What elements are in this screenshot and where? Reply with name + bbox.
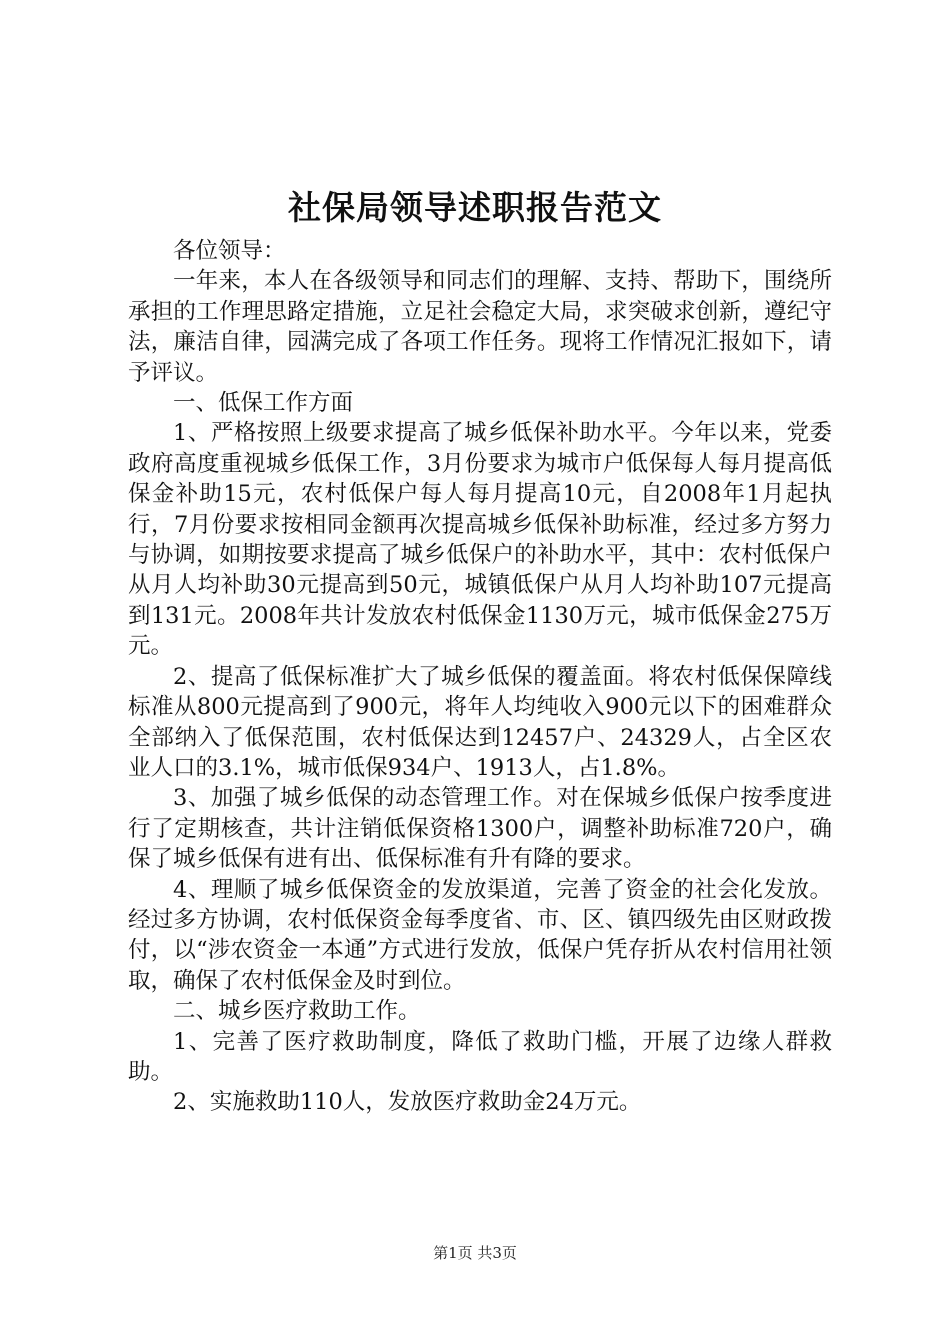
paragraph-1-3: 3、加强了城乡低保的动态管理工作。对在保城乡低保户按季度进行了定期核查，共计注销低保资格1300户，调整补助标准720户，确保了城乡低保有进有出、低保标准有升有降的要求。 [128, 785, 832, 873]
section-heading-2: 二、城乡医疗救助工作。 [173, 998, 421, 1025]
paragraph-2-1: 1、完善了医疗救助制度，降低了救助门槛，开展了边缘人群救助。 [128, 1028, 832, 1085]
document-title: 社保局领导述职报告范文 [288, 188, 662, 227]
paragraph-1-4: 4、理顺了城乡低保资金的发放渠道，完善了资金的社会化发放。经过多方协调，农村低保资金每季度省、市、区、镇四级先由区财政拨付，以“涉农资金一本通”方式进行发放，低保户凭存折从农村信用社领取，确保了农村低保金及时到位。 [128, 876, 832, 994]
paragraph-2-2: 2、实施救助110人，发放医疗救助金24万元。 [173, 1089, 642, 1116]
paragraph-1-2: 2、提高了低保标准扩大了城乡低保的覆盖面。将农村低保保障线标准从800元提高到了900元，将年人均纯收入900元以下的困难群众全部纳入了低保范围，农村低保达到12457户、24329人，占全区农业人口的3.1%，城市低保934户、1913人，占1.8%。 [128, 663, 832, 781]
salutation: 各位领导： [173, 238, 286, 264]
intro-paragraph: 一年来，本人在各级领导和同志们的理解、支持、帮助下，围绕所承担的工作理思路定措施，立足社会稳定大局，求突破求创新，遵纪守法，廉洁自律，园满完成了各项工作任务。现将工作情况汇报如下，请予评议。 [128, 268, 832, 386]
paragraph-1-1: 1、严格按照上级要求提高了城乡低保补助水平。今年以来，党委政府高度重视城乡低保工作，3月份要求为城市户低保每人每月提高低保金补助15元，农村低保户每人每月提高10元，自2008年1月起执行，7月份要求按相同金额再次提高城乡低保补助标准，经过多方努力与协调，如期按要求提高了城乡低保户的补助水平，其中：农村低保户从月人均补助30元提高到50元，城镇低保户从月人均补助107元提高到131元。2008年共计发放农村低保金1130万元，城市低保金275万元。 [128, 420, 832, 660]
document-body [128, 236, 832, 1118]
section-heading-1: 一、低保工作方面 [173, 390, 354, 417]
page-footer: 第1页 共3页 [433, 1244, 517, 1262]
